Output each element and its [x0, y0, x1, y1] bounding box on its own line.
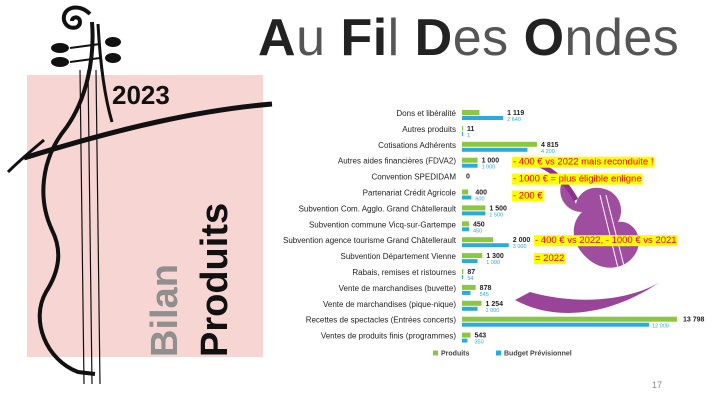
category-label: Subvention Département Vienne [340, 252, 456, 262]
produits-value-label: 4 815 [541, 141, 559, 149]
produits-value-label: 1 254 [485, 300, 504, 308]
category-label: Subvention Com. Agglo. Grand Châtellerault [298, 204, 456, 214]
produits-bar [462, 237, 493, 242]
category-label: Rabais, remises et ristournes [352, 268, 456, 277]
produits-value-label: 11 [467, 125, 475, 133]
budget-bar [462, 211, 485, 215]
annotation-text: - 400 € vs 2022 mais reconduite ! [513, 156, 654, 168]
category-label: Subvention agence tourisme Grand Châtellerault [283, 236, 456, 246]
budget-bar [462, 339, 467, 343]
budget-value-label: 1 000 [485, 307, 500, 314]
produits-value-label: 0 [466, 173, 470, 181]
produits-bar [462, 269, 463, 274]
budget-bar [462, 291, 470, 295]
title-segment: A [258, 9, 297, 67]
legend-budget-swatch [496, 351, 501, 356]
produits-bar [462, 301, 482, 306]
budget-value-label: 545 [479, 291, 489, 298]
produits-bar [462, 333, 470, 338]
budget-bar [462, 116, 503, 120]
produits-vertical-label: Produits [194, 202, 236, 357]
budget-bar [462, 227, 469, 231]
budget-value-label: 54 [467, 276, 474, 282]
legend-produits-swatch [433, 351, 438, 356]
title-segment: u [296, 9, 341, 67]
produits-value-label: 1 000 [481, 157, 500, 165]
title-segment: es [452, 9, 524, 67]
budget-bar [462, 259, 478, 263]
budget-bar [462, 196, 471, 200]
budget-value-label: 450 [473, 228, 483, 235]
produits-value-label: 1 119 [507, 110, 525, 117]
category-label: Ventes de produits finis (programmes) [320, 331, 456, 341]
bilan-vertical-label: Bilan [144, 264, 186, 357]
title-segment: O [523, 9, 565, 67]
annotation-text: = 2022 [535, 253, 565, 265]
annotation-text: - 1000 € = plus éligible enligne [513, 173, 642, 185]
budget-bar [462, 275, 463, 279]
category-label: Recettes de spectacles (Entrées concerts) [305, 315, 456, 325]
page-number: 17 [652, 380, 663, 390]
title-segment: ndes [564, 9, 680, 67]
title-segment: Fi [340, 9, 388, 67]
produits-value-label: 87 [467, 269, 476, 276]
budget-value-label: 1 500 [489, 212, 504, 219]
budget-bar [462, 307, 478, 311]
produits-value-label: 450 [473, 221, 485, 229]
produits-value-label: 543 [474, 332, 487, 340]
budget-bar [462, 323, 649, 327]
budget-value-label: 1 [467, 132, 471, 139]
annotation-text: - 400 € vs 2022, - 1000 € vs 2021 [535, 235, 677, 247]
budget-value-label: 350 [474, 339, 484, 346]
produits-bar [462, 158, 478, 163]
produits-value-label: 13 798 [683, 316, 705, 324]
title-segment: l [387, 9, 415, 67]
year-label: 2023 [112, 80, 170, 110]
produits-bar [462, 221, 469, 226]
budget-bar [462, 132, 463, 136]
category-label: Autres aides financières (FDVA2) [337, 156, 456, 166]
budget-value-label: 2 640 [507, 117, 521, 123]
category-label: Convention SPEDIDAM [371, 172, 456, 182]
produits-value-label: 1 300 [486, 253, 504, 261]
produits-bar [462, 110, 479, 115]
legend-budget-label: Budget Prévisionnel [504, 350, 572, 358]
budget-bar [462, 148, 527, 152]
category-label: Partenariat Crédit Agricole [362, 188, 456, 198]
produits-bar [462, 317, 677, 322]
produits-value-label: 2 000 [512, 237, 531, 245]
produits-bar [462, 285, 476, 290]
budget-bar [462, 164, 478, 168]
category-label: Cotisations Adhérents [378, 140, 456, 150]
produits-value-label: 400 [475, 189, 488, 197]
produits-value-label: 1 500 [489, 205, 507, 213]
produits-bar [462, 253, 482, 258]
budget-bar [462, 243, 509, 247]
category-label: Dons et libéralité [396, 109, 456, 118]
budget-value-label: 3 000 [512, 244, 527, 251]
produits-bar [462, 190, 468, 195]
category-label: Vente de marchandises (buvette) [338, 283, 456, 293]
annotation-text: - 200 € [513, 190, 543, 202]
budget-value-label: 600 [475, 196, 485, 203]
budget-value-label: 1 000 [481, 164, 496, 171]
category-label: Vente de marchandises (pique-nique) [323, 299, 456, 309]
budget-value-label: 4 200 [541, 148, 555, 155]
produits-bar [462, 205, 485, 210]
produits-bar [462, 126, 463, 131]
produits-value-label: 878 [479, 284, 492, 292]
category-label: Autres produits [402, 124, 456, 134]
budget-value-label: 12 000 [652, 323, 669, 330]
produits-bar [462, 142, 537, 147]
budget-value-label: 1 000 [486, 260, 501, 267]
legend-produits-label: Produits [441, 350, 470, 358]
title-segment: D [414, 9, 453, 67]
category-label: Subvention commune Vicq-sur-Gartempe [308, 220, 456, 230]
